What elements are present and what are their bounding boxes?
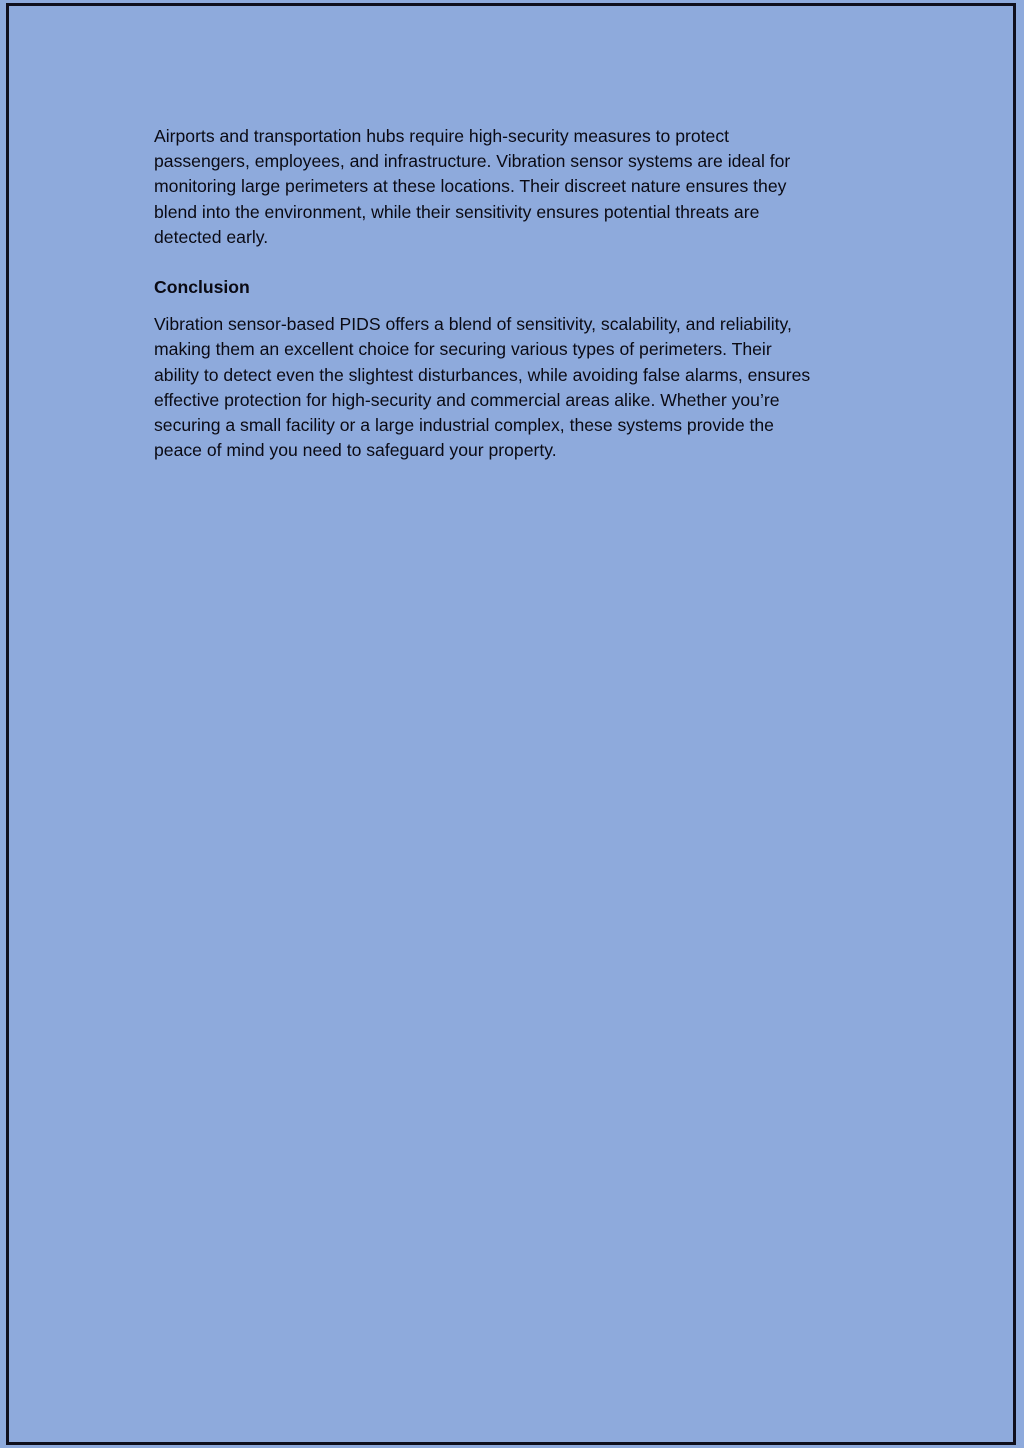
section-heading-conclusion: Conclusion [154,277,250,298]
intro-paragraph: Airports and transportation hubs require high-security measures to protect passengers, employees, and infrastructure. Vibration sensor systems are ideal for monitoring large perimeters at these locations. Their discreet nature ensures they blend into the environment, while their sensitivity ensures potential threats are detected early. [154,126,791,247]
conclusion-paragraph: Vibration sensor-based PIDS offers a blend of sensitivity, scalability, and reliability, making them an excellent choice for securing various types of perimeters. Their ability to detect even the slightest disturbances, while avoiding false alarms, ensures effective protection for high-security and commercial areas alike. Whether you’re securing a small facility or a large industrial complex, these systems provide the peace of mind you need to safeguard your property. [154,314,811,461]
document-body [154,124,874,463]
